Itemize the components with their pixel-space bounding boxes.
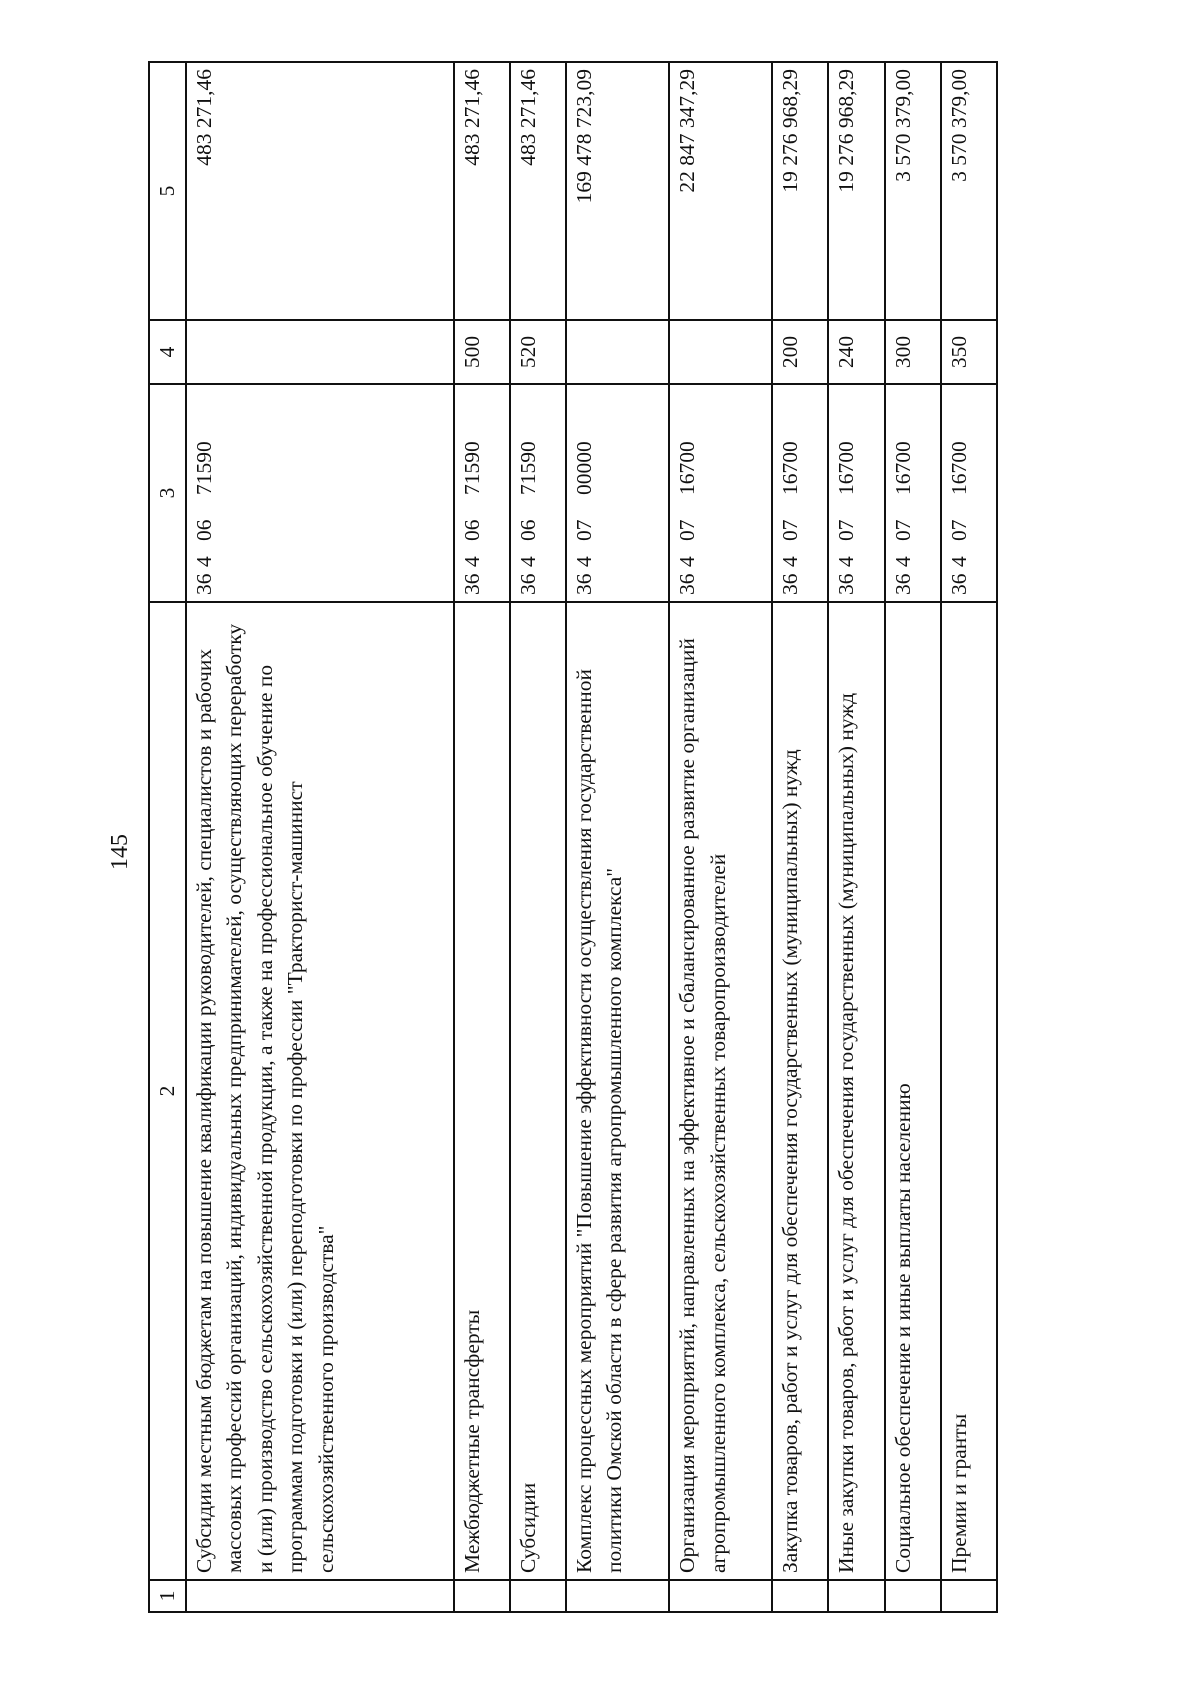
code-part: 36 <box>515 573 540 595</box>
row-description: Субсидии местным бюджетам на повышение квалификации руководителей, специалистов и рабочих массовых профессий организаций, индивидуальных предпринимателей, осуществляющих переработку и (или) производство сельскохозяйственной продукции, а также на профессиональное обучение по программам подготовки и (или) переподготовки по профессии "Тракторист-машинист сельскохозяйственного производства" <box>186 602 454 1580</box>
code-part: 71590 <box>459 441 484 495</box>
code-part: 00000 <box>571 441 596 495</box>
code-part: 4 <box>675 556 700 567</box>
row-expense-type: 200 <box>772 320 828 384</box>
row-code <box>186 384 454 602</box>
row-expense-type: 500 <box>454 320 510 384</box>
page-number: 145 <box>107 834 133 870</box>
table-header-row <box>149 62 186 1612</box>
code-part: 4 <box>459 556 484 567</box>
row-description: Иные закупки товаров, работ и услуг для обеспечения государственных (муниципальных) нужд <box>828 602 884 1580</box>
table-row <box>941 62 997 1612</box>
code-part: 4 <box>778 556 803 567</box>
table-row <box>510 62 566 1612</box>
header-col-1: 1 <box>149 1580 186 1612</box>
row-amount: 3 570 379,00 <box>941 62 997 320</box>
code-part: 07 <box>778 519 803 541</box>
row-expense-type: 300 <box>885 320 941 384</box>
code-part: 36 <box>778 573 803 595</box>
table-row <box>566 62 669 1612</box>
table-row <box>454 62 510 1612</box>
code-part: 16700 <box>946 441 971 495</box>
row-index-cell <box>941 1580 997 1612</box>
row-amount: 169 478 723,09 <box>566 62 669 320</box>
row-description: Организация мероприятий, направленных на эффективное и сбалансированное развитие организаций агропромышленного комплекса, сельскохозяйственных товаропроизводителей <box>669 602 772 1580</box>
row-index-cell <box>510 1580 566 1612</box>
row-index-cell <box>885 1580 941 1612</box>
row-code <box>669 384 772 602</box>
row-index-cell <box>566 1580 669 1612</box>
row-description: Закупка товаров, работ и услуг для обеспечения государственных (муниципальных) нужд <box>772 602 828 1580</box>
row-description: Премии и гранты <box>941 602 997 1580</box>
row-expense-type: 350 <box>941 320 997 384</box>
code-part: 4 <box>946 556 971 567</box>
code-part: 4 <box>834 556 859 567</box>
row-expense-type <box>566 320 669 384</box>
code-part: 07 <box>571 519 596 541</box>
code-part: 36 <box>675 573 700 595</box>
code-part: 36 <box>459 573 484 595</box>
code-part: 07 <box>946 519 971 541</box>
row-code <box>454 384 510 602</box>
code-part: 06 <box>459 519 484 541</box>
row-description: Комплекс процессных мероприятий "Повышение эффективности осуществления государственной политики Омской области в сфере развития агропромышленного комплекса" <box>566 602 669 1580</box>
code-part: 36 <box>571 573 596 595</box>
row-code <box>828 384 884 602</box>
table-row <box>186 62 454 1612</box>
rotated-table-wrapper <box>148 63 998 1613</box>
row-description: Субсидии <box>510 602 566 1580</box>
header-col-3: 3 <box>149 384 186 602</box>
row-amount: 19 276 968,29 <box>828 62 884 320</box>
row-amount: 3 570 379,00 <box>885 62 941 320</box>
code-part: 4 <box>571 556 596 567</box>
code-part: 71590 <box>191 441 216 495</box>
row-expense-type <box>186 320 454 384</box>
code-part: 16700 <box>834 441 859 495</box>
table-row <box>772 62 828 1612</box>
row-index-cell <box>454 1580 510 1612</box>
code-part: 36 <box>946 573 971 595</box>
table-row <box>828 62 884 1612</box>
row-amount: 483 271,46 <box>186 62 454 320</box>
code-part: 07 <box>890 519 915 541</box>
code-part: 36 <box>834 573 859 595</box>
row-index-cell <box>669 1580 772 1612</box>
row-expense-type: 240 <box>828 320 884 384</box>
code-part: 4 <box>890 556 915 567</box>
code-part: 71590 <box>515 441 540 495</box>
table-row <box>885 62 941 1612</box>
code-part: 06 <box>515 519 540 541</box>
code-part: 07 <box>675 519 700 541</box>
row-code <box>566 384 669 602</box>
code-part: 4 <box>191 556 216 567</box>
row-description: Социальное обеспечение и иные выплаты населению <box>885 602 941 1580</box>
row-amount: 19 276 968,29 <box>772 62 828 320</box>
code-part: 16700 <box>778 441 803 495</box>
row-code <box>510 384 566 602</box>
code-part: 07 <box>834 519 859 541</box>
code-part: 4 <box>515 556 540 567</box>
row-code <box>941 384 997 602</box>
row-index-cell <box>828 1580 884 1612</box>
row-amount: 483 271,46 <box>510 62 566 320</box>
code-part: 36 <box>890 573 915 595</box>
row-description: Межбюджетные трансферты <box>454 602 510 1580</box>
budget-table <box>148 61 998 1613</box>
row-amount: 22 847 347,29 <box>669 62 772 320</box>
row-code <box>885 384 941 602</box>
row-amount: 483 271,46 <box>454 62 510 320</box>
header-col-5: 5 <box>149 62 186 320</box>
row-index-cell <box>186 1580 454 1612</box>
header-col-4: 4 <box>149 320 186 384</box>
code-part: 16700 <box>675 441 700 495</box>
row-expense-type: 520 <box>510 320 566 384</box>
code-part: 16700 <box>890 441 915 495</box>
row-expense-type <box>669 320 772 384</box>
row-index-cell <box>772 1580 828 1612</box>
code-part: 36 <box>191 573 216 595</box>
code-part: 06 <box>191 519 216 541</box>
row-code <box>772 384 828 602</box>
header-col-2: 2 <box>149 602 186 1580</box>
table-row <box>669 62 772 1612</box>
